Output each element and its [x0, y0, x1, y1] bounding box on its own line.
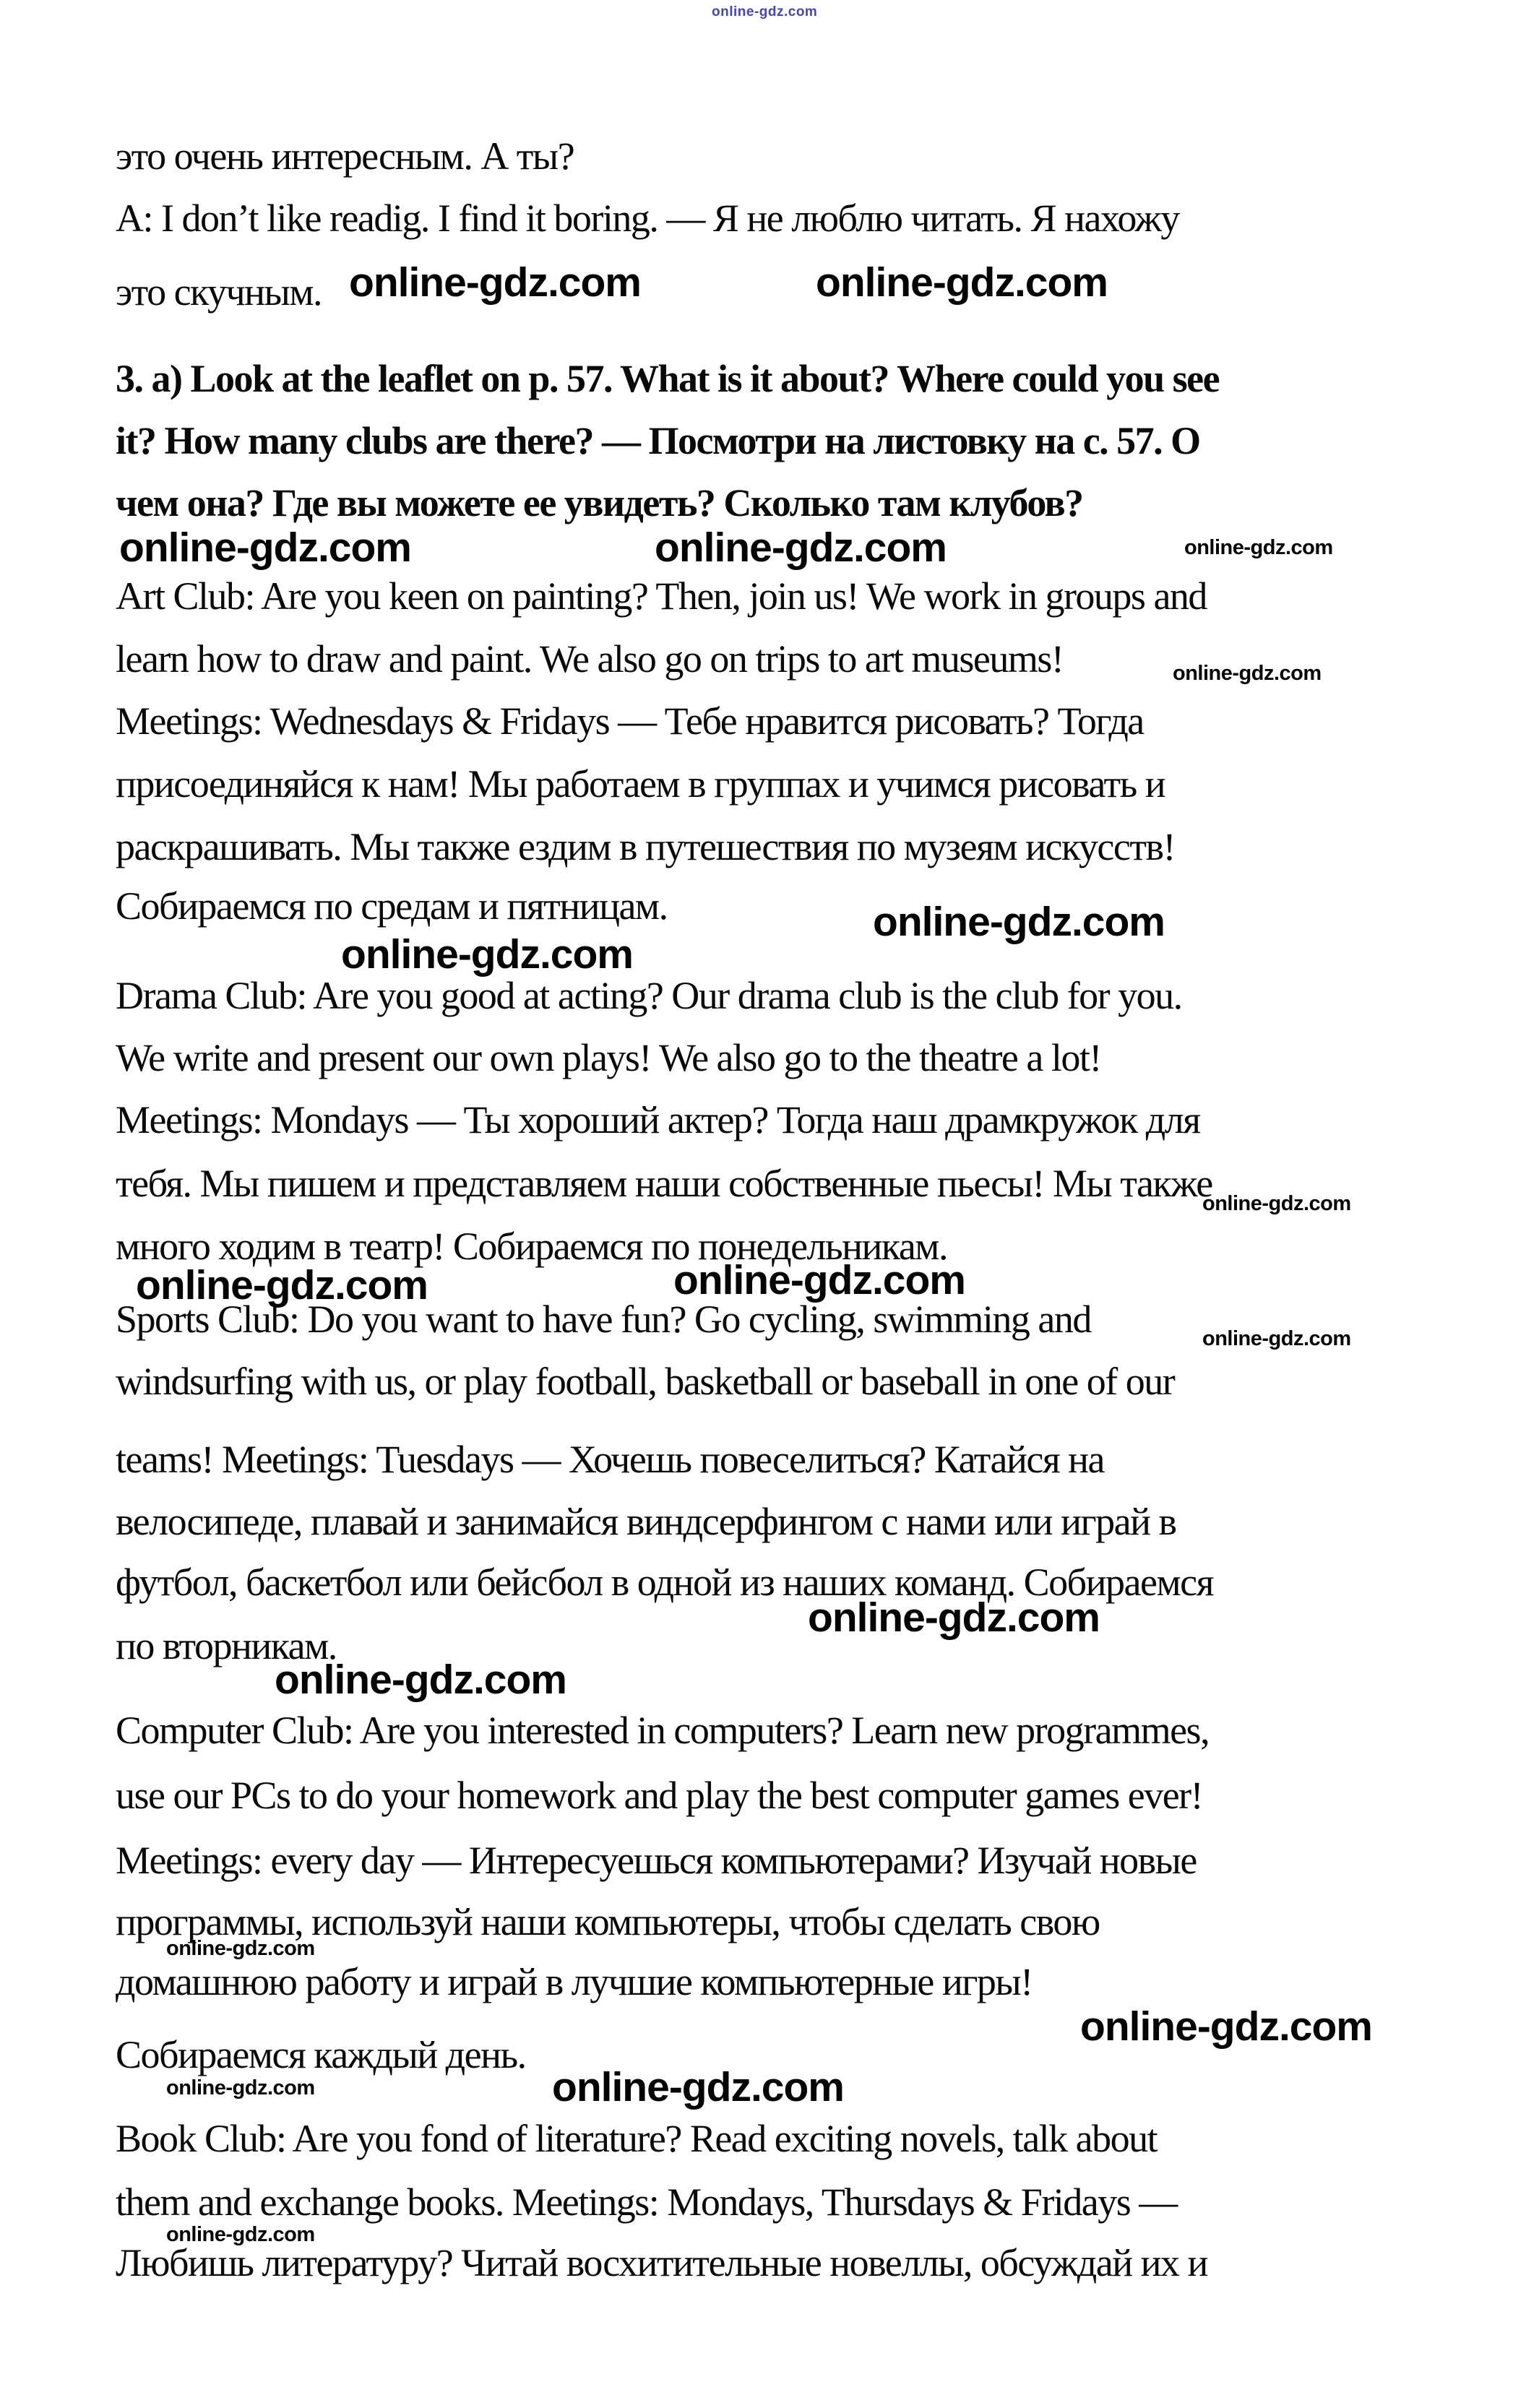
dialog-line-1: это очень интересным. А ты?: [116, 134, 574, 178]
watermark-task-row-left: online-gdz.com: [119, 525, 411, 571]
computer-club-line-4: программы, используй наши компьютеры, чтобы сделать свою: [116, 1900, 1100, 1943]
watermark-drama-big-left: online-gdz.com: [136, 1262, 428, 1308]
book-club-line-2: them and exchange books. Meetings: Mondays, Thursdays & Fridays —: [116, 2180, 1177, 2224]
watermark-computer-big-center: online-gdz.com: [552, 2064, 844, 2110]
task-3a-line-1: 3. a) Look at the leaflet on p. 57. What is it about? Where could you see: [116, 357, 1220, 400]
watermark-computer-small-1: online-gdz.com: [166, 1937, 315, 1960]
drama-club-line-5: много ходим в театр! Собираемся по понедельникам.: [116, 1225, 947, 1268]
watermark-drama-small: online-gdz.com: [1202, 1192, 1351, 1215]
drama-club-line-3: Meetings: Mondays — Ты хороший актер? Тогда наш драмкружок для: [116, 1098, 1200, 1142]
computer-club-line-3: Meetings: every day — Интересуешься компьютерами? Изучай новые: [116, 1839, 1197, 1882]
watermark-computer-big-right: online-gdz.com: [1080, 2003, 1372, 2050]
watermark-sports-small: online-gdz.com: [1202, 1327, 1351, 1350]
book-club-line-1: Book Club: Are you fond of literature? Read exciting novels, talk about: [116, 2117, 1158, 2160]
computer-club-line-5: домашнюю работу и играй в лучшие компьютерные игры!: [116, 1960, 1033, 2003]
watermark-task-row-right: online-gdz.com: [1184, 536, 1333, 559]
sports-club-line-2: windsurfing with us, or play football, basketball or baseball in one of our: [116, 1360, 1175, 1403]
watermark-art-small: online-gdz.com: [1173, 662, 1322, 685]
art-club-line-2: learn how to draw and paint. We also go on trips to art museums!: [116, 637, 1064, 681]
drama-club-line-1: Drama Club: Are you good at acting? Our drama club is the club for you.: [116, 974, 1182, 1017]
art-club-line-3: Meetings: Wednesdays & Fridays — Тебе нравится рисовать? Тогда: [116, 699, 1144, 743]
computer-club-line-1: Computer Club: Are you interested in computers? Learn new programmes,: [116, 1709, 1210, 1752]
computer-club-line-2: use our PCs to do your homework and play the best computer games ever!: [116, 1774, 1203, 1817]
dialog-line-2: A: I don’t like readig. I find it boring. — Я не люблю читать. Я нахожу: [116, 197, 1179, 240]
task-3a-line-2: it? How many clubs are there? — Посмотри на листовку на с. 57. О: [116, 419, 1200, 462]
watermark-inline-1: online-gdz.com: [349, 259, 641, 306]
art-club-line-4: присоединяйся к нам! Мы работаем в группах и учимся рисовать и: [116, 762, 1165, 806]
sports-club-line-1: Sports Club: Do you want to have fun? Go cycling, swimming and: [116, 1298, 1091, 1341]
computer-club-line-6: Собираемся каждый день.: [116, 2033, 526, 2076]
art-club-line-6: Собираемся по средам и пятницам.: [116, 884, 668, 928]
watermark-sports-big-center: online-gdz.com: [808, 1594, 1100, 1641]
drama-club-line-4: тебя. Мы пишем и представляем наши собственные пьесы! Мы также: [116, 1162, 1212, 1205]
watermark-sports-big-left: online-gdz.com: [275, 1657, 566, 1703]
sports-club-line-5: футбол, баскетбол или бейсбол в одной из наших команд. Собираемся: [116, 1561, 1213, 1604]
sports-club-line-4: велосипеде, плавай и занимайся виндсерфингом с нами или играй в: [116, 1500, 1176, 1543]
book-club-line-3: Любишь литературу? Читай восхитительные новеллы, обсуждай их и: [116, 2241, 1207, 2284]
watermark-art-big-right: online-gdz.com: [873, 899, 1165, 945]
watermark-art-big-left: online-gdz.com: [341, 931, 633, 978]
art-club-line-1: Art Club: Are you keen on painting? Then, join us! We work in groups and: [116, 574, 1207, 618]
sports-club-line-3: teams! Meetings: Tuesdays — Хочешь повеселиться? Катайся на: [116, 1438, 1105, 1481]
art-club-line-5: раскрашивать. Мы также ездим в путешествия по музеям искусств!: [116, 825, 1175, 868]
watermark-task-row-center: online-gdz.com: [655, 525, 947, 571]
task-3a-line-3: чем она? Где вы можете ее увидеть? Сколько там клубов?: [116, 481, 1083, 525]
watermark-computer-small-2: online-gdz.com: [166, 2076, 315, 2100]
sports-club-line-6: по вторникам.: [116, 1624, 337, 1667]
watermark-top: online-gdz.com: [712, 4, 818, 20]
drama-club-line-2: We write and present our own plays! We also go to the theatre a lot!: [116, 1036, 1101, 1079]
watermark-drama-big-center: online-gdz.com: [673, 1257, 965, 1303]
watermark-book-small: online-gdz.com: [166, 2223, 315, 2246]
watermark-inline-2: online-gdz.com: [816, 259, 1108, 306]
dialog-line-3: это скучным.: [116, 270, 322, 314]
